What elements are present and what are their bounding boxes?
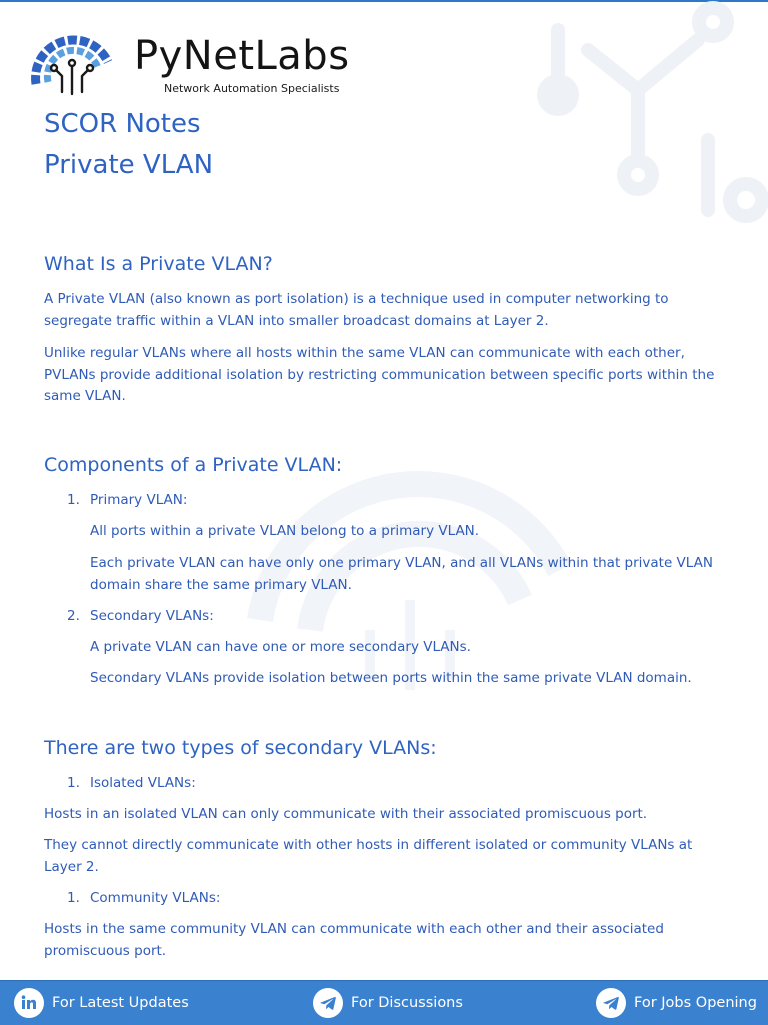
paragraph: Hosts in the same community VLAN can communicate with each other and their associated promiscuous port. [44, 921, 664, 959]
list-number: 1. [67, 492, 80, 508]
paragraph: Unlike regular VLANs where all hosts within the same VLAN can communicate with each other, PVLANs provide additional isolation by restricting communication between specific ports within the same VLAN. [44, 345, 715, 404]
list-item-text: All ports within a private VLAN belong to a primary VLAN. [90, 523, 480, 539]
pynetlabs-logo-icon [26, 22, 118, 98]
list-item-label: Community VLANs: [90, 890, 221, 906]
list-number: 2. [67, 608, 80, 624]
list-item-text: A private VLAN can have one or more secondary VLANs. [90, 639, 471, 655]
paragraph: Hosts in an isolated VLAN can only communicate with their associated promiscuous port. [44, 806, 648, 822]
section-heading-what-is: What Is a Private VLAN? [44, 253, 273, 275]
paragraph: They cannot directly communicate with other hosts in different isolated or community VLANs at Layer 2. [44, 837, 693, 875]
footer-label: For Discussions [351, 995, 463, 1011]
footer-link-discussions[interactable] [313, 988, 463, 1018]
footer-link-jobs-opening[interactable] [596, 988, 757, 1018]
brand-name: PyNetLabs [134, 33, 350, 79]
section-heading-secondary-types: There are two types of secondary VLANs: [44, 737, 437, 759]
doc-subtitle: Private VLAN [44, 150, 214, 180]
circuit-decoration-icon [488, 0, 768, 240]
list-item-label: Secondary VLANs: [90, 608, 214, 624]
paragraph: A Private VLAN (also known as port isolation) is a technique used in computer networking to segregate traffic within a VLAN into smaller broadcast domains at Layer 2. [44, 291, 669, 329]
footer-bar [0, 980, 768, 1025]
footer-link-latest-updates[interactable] [14, 988, 189, 1018]
list-number: 1. [67, 890, 80, 906]
list-item-label: Primary VLAN: [90, 492, 188, 508]
list-item-text: Each private VLAN can have only one primary VLAN, and all VLANs within that private VLAN domain share the same primary VLAN. [90, 555, 713, 593]
brand-tagline: Network Automation Specialists [164, 82, 340, 95]
linkedin-icon [14, 988, 44, 1018]
doc-title: SCOR Notes [44, 109, 201, 139]
footer-label: For Jobs Opening [634, 995, 757, 1011]
telegram-icon [596, 988, 626, 1018]
telegram-icon [313, 988, 343, 1018]
list-item-text: Secondary VLANs provide isolation between ports within the same private VLAN domain. [90, 670, 692, 686]
footer-label: For Latest Updates [52, 995, 189, 1011]
section-heading-components: Components of a Private VLAN: [44, 454, 343, 476]
brand-header [26, 22, 426, 102]
list-number: 1. [67, 775, 80, 791]
list-item-label: Isolated VLANs: [90, 775, 196, 791]
